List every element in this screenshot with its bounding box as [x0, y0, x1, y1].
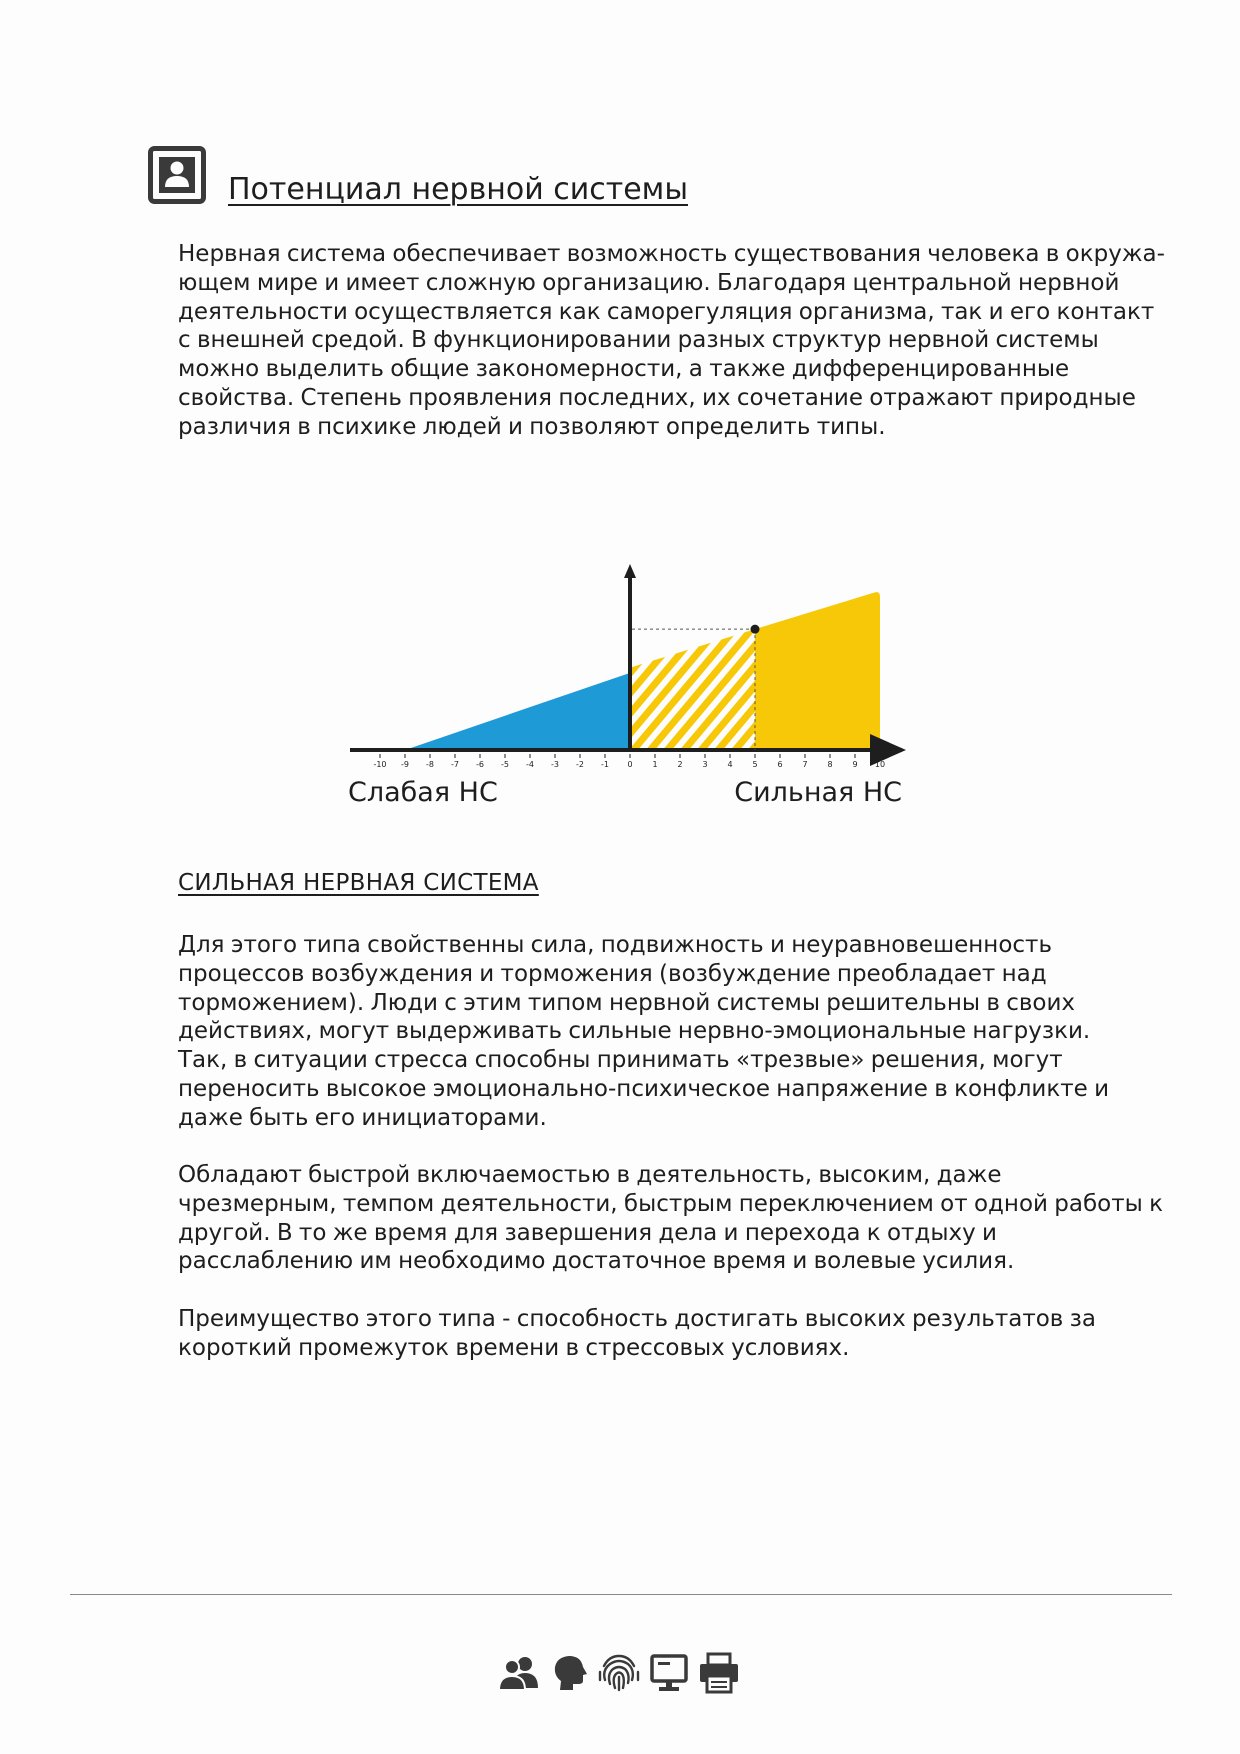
monitor-icon: [646, 1650, 692, 1696]
text-line: торможением). Люди с этим типом нервной системы решительны в своих: [178, 989, 1076, 1016]
x-tick-label: -2: [576, 760, 584, 769]
text-line: переносить высокое эмоционально-психическое напряжение в конфликте и: [178, 1075, 1110, 1102]
strong-ns-label: Сильная НС: [734, 777, 902, 808]
x-tick-label: 1: [652, 760, 658, 769]
chart-area-3: [755, 592, 880, 750]
head-profile-icon: [546, 1650, 592, 1696]
text-line: различия в психике людей и позволяют определить типы.: [178, 413, 886, 440]
x-tick-label: 10: [874, 760, 886, 769]
footer-divider: [70, 1594, 1172, 1595]
text-line: даже быть его инициаторами.: [178, 1104, 547, 1131]
text-line: другой. В то же время для завершения дела и перехода к отдыху и: [178, 1219, 997, 1246]
nervous-system-chart: [330, 560, 920, 820]
text-line: короткий промежуток времени в стрессовых условиях.: [178, 1334, 850, 1361]
person-portrait-icon: [148, 146, 206, 204]
footer-icon-bar: [496, 1650, 746, 1696]
x-tick-label: -6: [476, 760, 484, 769]
x-tick-label: -7: [451, 760, 459, 769]
text-line: с внешней средой. В функционировании разных структур нервной системы: [178, 327, 1099, 354]
intro-paragraph: [178, 240, 1165, 442]
body-paragraph: [178, 1161, 1163, 1276]
x-tick-label: 4: [727, 760, 733, 769]
x-tick-label: 3: [702, 760, 708, 769]
chart-area-2: [630, 629, 755, 750]
text-line: действиях, могут выдерживать сильные нервно-эмоциональные нагрузки.: [178, 1018, 1091, 1045]
body-paragraph: [178, 931, 1128, 1133]
x-tick-label: -1: [601, 760, 609, 769]
text-line: Нервная система обеспечивает возможность существования человека в окружа-: [178, 241, 1165, 267]
text-line: процессов возбуждения и торможения (возбуждение преобладает над: [178, 960, 1047, 987]
marker-point: [751, 625, 760, 634]
text-line: расслаблению им необходимо достаточное время и волевые усилия.: [178, 1248, 1015, 1275]
printer-icon: [696, 1650, 742, 1696]
text-line: деятельности осуществляется как саморегуляция организма, так и его контакт: [178, 298, 1155, 325]
chart-area-1: [405, 673, 630, 750]
group-icon: [496, 1650, 542, 1696]
text-line: Так, в ситуации стресса способны принимать «трезвые» решения, могут: [178, 1047, 1063, 1074]
x-tick-label: 8: [827, 760, 833, 769]
page-title: Потенциал нервной системы: [228, 172, 689, 207]
x-tick-label: -5: [501, 760, 509, 769]
x-tick-label: -8: [426, 760, 434, 769]
x-tick-label: 7: [802, 760, 808, 769]
x-tick-label: 0: [627, 760, 633, 769]
text-line: чрезмерным, темпом деятельности, быстрым переключением от одной работы к: [178, 1190, 1163, 1217]
body-paragraph: [178, 1305, 1128, 1363]
x-tick-label: -4: [526, 760, 534, 769]
x-tick-label: 5: [752, 760, 758, 769]
text-line: Преимущество этого типа - способность достигать высоких результатов за: [178, 1306, 1096, 1332]
x-tick-label: -10: [373, 760, 387, 769]
text-line: можно выделить общие закономерности, а также дифференцированные: [178, 356, 1070, 383]
section-heading: СИЛЬНАЯ НЕРВНАЯ СИСТЕМА: [178, 870, 539, 896]
weak-ns-label: Слабая НС: [348, 777, 498, 808]
x-tick-label: 9: [852, 760, 858, 769]
x-tick-label: 6: [777, 760, 783, 769]
y-axis-arrowhead: [624, 564, 636, 578]
fingerprint-icon: [596, 1650, 642, 1696]
text-line: Обладают быстрой включаемостью в деятельность, высоким, даже: [178, 1162, 1002, 1188]
text-line: Для этого типа свойственны сила, подвижность и неуравновешенность: [178, 932, 1053, 958]
x-tick-label: -9: [401, 760, 409, 769]
text-line: свойства. Степень проявления последних, их сочетание отражают природные: [178, 384, 1136, 411]
text-line: ющем мире и имеет сложную организацию. Благодаря центральной нервной: [178, 269, 1120, 296]
x-tick-label: -3: [551, 760, 559, 769]
x-tick-label: 2: [677, 760, 683, 769]
